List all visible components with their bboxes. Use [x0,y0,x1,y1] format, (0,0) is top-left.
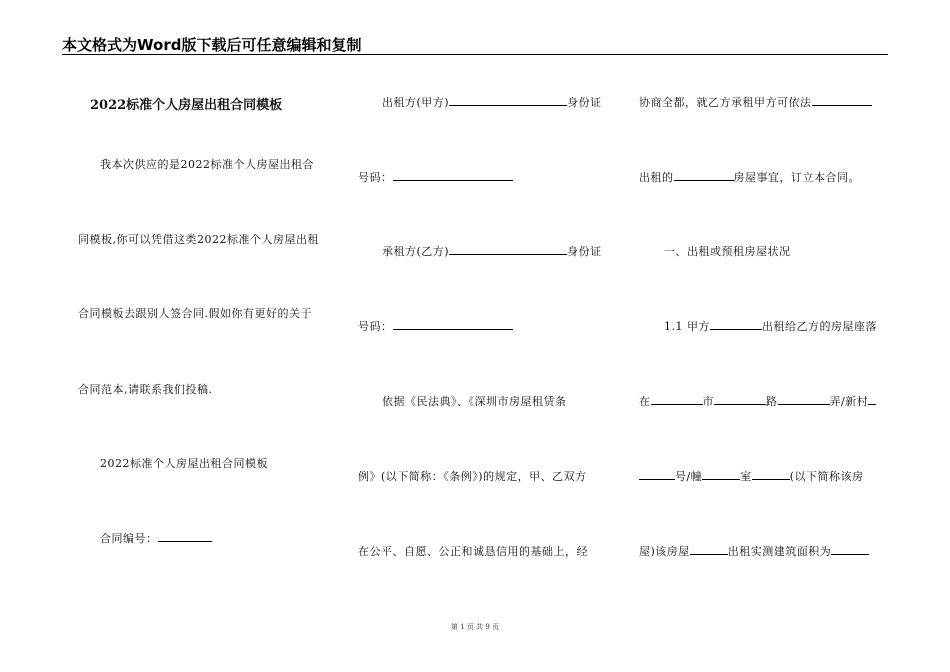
lessor-id-line [358,169,513,185]
clause-1-1-blank [710,318,762,330]
intro-line-3: 合同模板去跟别人签合同.假如你有更好的关于 [78,307,312,320]
document-title: 2022标准个人房屋出租合同模板 [90,98,283,113]
lessor-id-number-label: 号码： [358,171,393,184]
basis-line-2: 例》(以下简称：《条例》)的规定，甲、乙双方 [358,470,587,483]
intro-line-1: 我本次供应的是2022标准个人房屋出租合 [100,158,314,171]
room-blank [752,468,790,480]
location-text-a: 在 [639,395,651,408]
area-text-a: 屋)该房屋 [639,545,690,558]
lessor-blank [449,94,567,106]
rental-line [639,169,860,185]
lessee-blank [449,243,567,255]
location-text-c: 路 [766,395,778,408]
contract-number-label: 合同编号： [100,532,158,545]
area-line [639,543,869,559]
unit-text-b: 室 [740,470,752,483]
area-text-b: 出租实测建筑面积为 [727,545,832,558]
road-blank [714,393,766,405]
rental-blank [674,169,734,181]
lessor-label: 出租方(甲方) [382,96,450,109]
clause-1-1-line [664,318,877,334]
basis-line-1: 依据《民法典》、《深圳市房屋租赁条 [382,395,567,408]
section-heading: 一、出租或预租房屋状况 [664,245,791,258]
page-footer: 第 1 页 共 9 页 [450,623,500,631]
negotiation-text: 协商全都，就乙方承租甲方可依法 [639,96,812,109]
house-blank [690,543,728,555]
lessee-label: 承租方(乙方) [382,245,450,258]
intro-line-2: 同模板,你可以凭借这类2022标准个人房屋出租 [78,233,319,246]
contract-number-blank [158,530,212,542]
clause-1-1-text-a: 1.1 甲方 [664,320,710,333]
lessor-id-blank [393,169,513,181]
lessee-id-number-label: 号码： [358,320,393,333]
lessor-id-label: 身份证 [567,96,602,109]
page-header: 本文格式为Word版下载后可任意编辑和复制 [62,36,362,54]
unit-line [639,468,864,484]
building-blank [702,468,740,480]
negotiation-blank [812,94,872,106]
location-line [639,393,876,409]
lessee-id-line [358,318,513,334]
area-blank [831,543,869,555]
clause-1-1-text-b: 出租给乙方的房屋座落 [762,320,877,333]
village-blank [868,393,876,405]
location-text-b: 市 [702,395,714,408]
unit-text-a: 号/幢 [675,470,703,483]
rental-text-b: 房屋事宜，订立本合同。 [733,171,860,184]
number-blank [639,468,675,480]
header-divider [62,54,888,55]
lessee-id-blank [393,318,513,330]
basis-line-3: 在公平、自愿、公正和诚恳信用的基础上，经 [358,545,588,558]
contract-number-line [100,530,212,546]
rental-text-a: 出租的 [639,171,674,184]
lessee-line [382,243,602,259]
lane-blank [778,393,830,405]
lessee-id-label: 身份证 [567,245,602,258]
location-text-d: 弄/新村 [829,395,869,408]
subtitle: 2022标准个人房屋出租合同模板 [100,457,268,470]
city-blank [651,393,703,405]
lessor-line [382,94,602,110]
negotiation-line [639,94,872,110]
unit-text-c: (以下简称该房 [789,470,864,483]
intro-line-4: 合同范本,请联系我们投稿. [78,383,213,396]
